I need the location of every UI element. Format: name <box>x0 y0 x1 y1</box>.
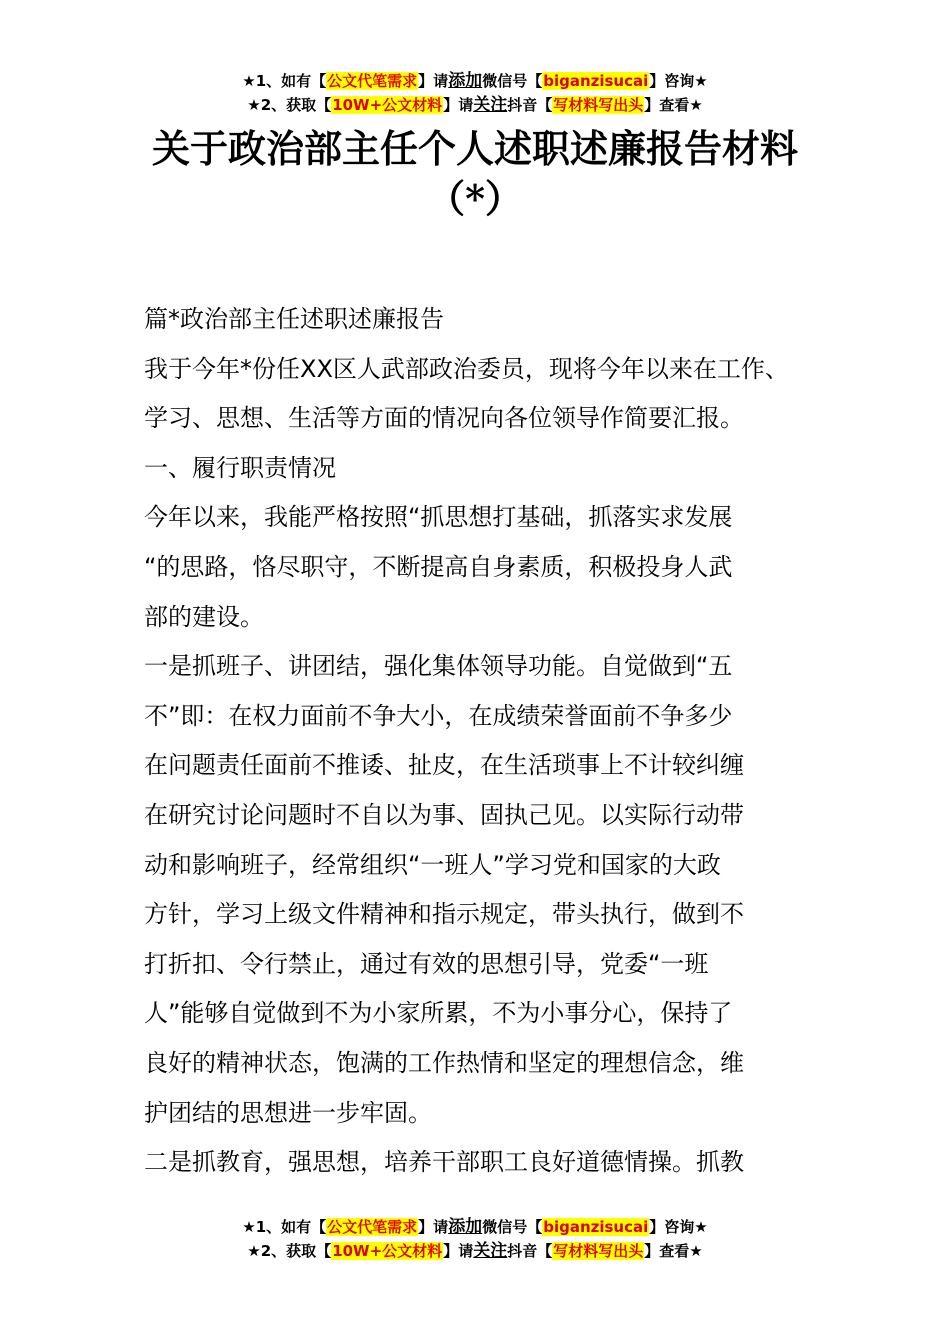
promo-highlight: 10W+公文材料 <box>332 1242 443 1260</box>
body-line: 打折扣、令行禁止，通过有效的思想引导，党委“一班 <box>144 949 709 978</box>
promo-text: 】咨询★ <box>649 1218 708 1236</box>
promo-text: ★2、获取【 <box>247 1242 332 1260</box>
footer-promo-banner <box>0 1215 950 1263</box>
promo-emphasis: 添加 <box>448 71 483 91</box>
promo-highlight: 公文代笔需求 <box>327 72 418 90</box>
promo-line-1 <box>0 1215 950 1239</box>
promo-highlight: 公文代笔需求 <box>327 1218 418 1236</box>
body-line: 一是抓班子、讲团结，强化集体领导功能。自觉做到“五 <box>144 652 733 681</box>
body-line: 人”能够自觉做到不为小家所累，不为小事分心，保持了 <box>144 999 733 1028</box>
promo-text: 】查看★ <box>644 1242 703 1260</box>
promo-line-2 <box>0 1239 950 1263</box>
body-line: 护团结的思想进一步牢固。 <box>144 1098 432 1127</box>
promo-text: ★2、获取【 <box>247 96 332 114</box>
body-line: 良好的精神状态，饱满的工作热情和坚定的理想信念，维 <box>144 1048 744 1077</box>
promo-line-1 <box>0 69 950 93</box>
document-body <box>144 295 824 1188</box>
promo-text: ★1、如有【 <box>242 72 327 90</box>
body-line: 在研究讨论问题时不自以为事、固执己见。以实际行动带 <box>144 800 744 829</box>
promo-text: 】请 <box>418 1218 449 1236</box>
promo-text: 微信号【 <box>482 72 543 90</box>
promo-text: ★1、如有【 <box>242 1218 327 1236</box>
body-line: 今年以来，我能严格按照“抓思想打基础，抓落实求发展 <box>144 503 733 532</box>
promo-text: 】请 <box>443 1242 474 1260</box>
body-line: 动和影响班子，经常组织“一班人”学习党和国家的大政 <box>144 850 721 879</box>
promo-douyin-id: 写材料写出头 <box>553 1242 644 1260</box>
body-line: 学习、思想、生活等方面的情况向各位领导作简要汇报。 <box>144 404 744 433</box>
promo-text: 】请 <box>418 72 449 90</box>
document-title: 关于政治部主任个人述职述廉报告材料 <box>151 126 798 171</box>
body-line: 在问题责任面前不推诿、扯皮，在生活琐事上不计较纠缠 <box>144 751 744 780</box>
promo-wechat-id: biganzisucai <box>543 72 649 90</box>
body-line: 我于今年*份任XX区人武部政治委员，现将今年以来在工作、 <box>144 354 789 383</box>
body-line: 不”即：在权力面前不争大小，在成绩荣誉面前不争多少 <box>144 701 733 730</box>
promo-emphasis: 关注 <box>473 1241 508 1261</box>
promo-line-2 <box>0 93 950 117</box>
promo-highlight: 10W+公文材料 <box>332 96 443 114</box>
promo-text: 微信号【 <box>482 1218 543 1236</box>
promo-wechat-id: biganzisucai <box>543 1218 649 1236</box>
body-line: “的思路，恪尽职守，不断提高自身素质，积极投身人武 <box>144 552 733 581</box>
body-line: 篇*政治部主任述职述廉报告 <box>144 305 444 333</box>
body-line: 部的建设。 <box>144 602 264 631</box>
promo-text: 】请 <box>443 96 474 114</box>
promo-emphasis: 添加 <box>448 1217 483 1237</box>
promo-douyin-id: 写材料写出头 <box>553 96 644 114</box>
promo-emphasis: 关注 <box>473 95 508 115</box>
promo-text: 】查看★ <box>644 96 703 114</box>
body-line: 二是抓教育，强思想，培养干部职工良好道德情操。抓教 <box>144 1148 744 1177</box>
body-line: 一、履行职责情况 <box>144 453 336 482</box>
promo-text: 】咨询★ <box>649 72 708 90</box>
document-title-suffix: （*） <box>427 176 523 221</box>
promo-text: 抖音【 <box>507 96 553 114</box>
header-promo-banner <box>0 69 950 117</box>
promo-text: 抖音【 <box>507 1242 553 1260</box>
body-line: 方针，学习上级文件精神和指示规定，带头执行，做到不 <box>144 900 744 929</box>
